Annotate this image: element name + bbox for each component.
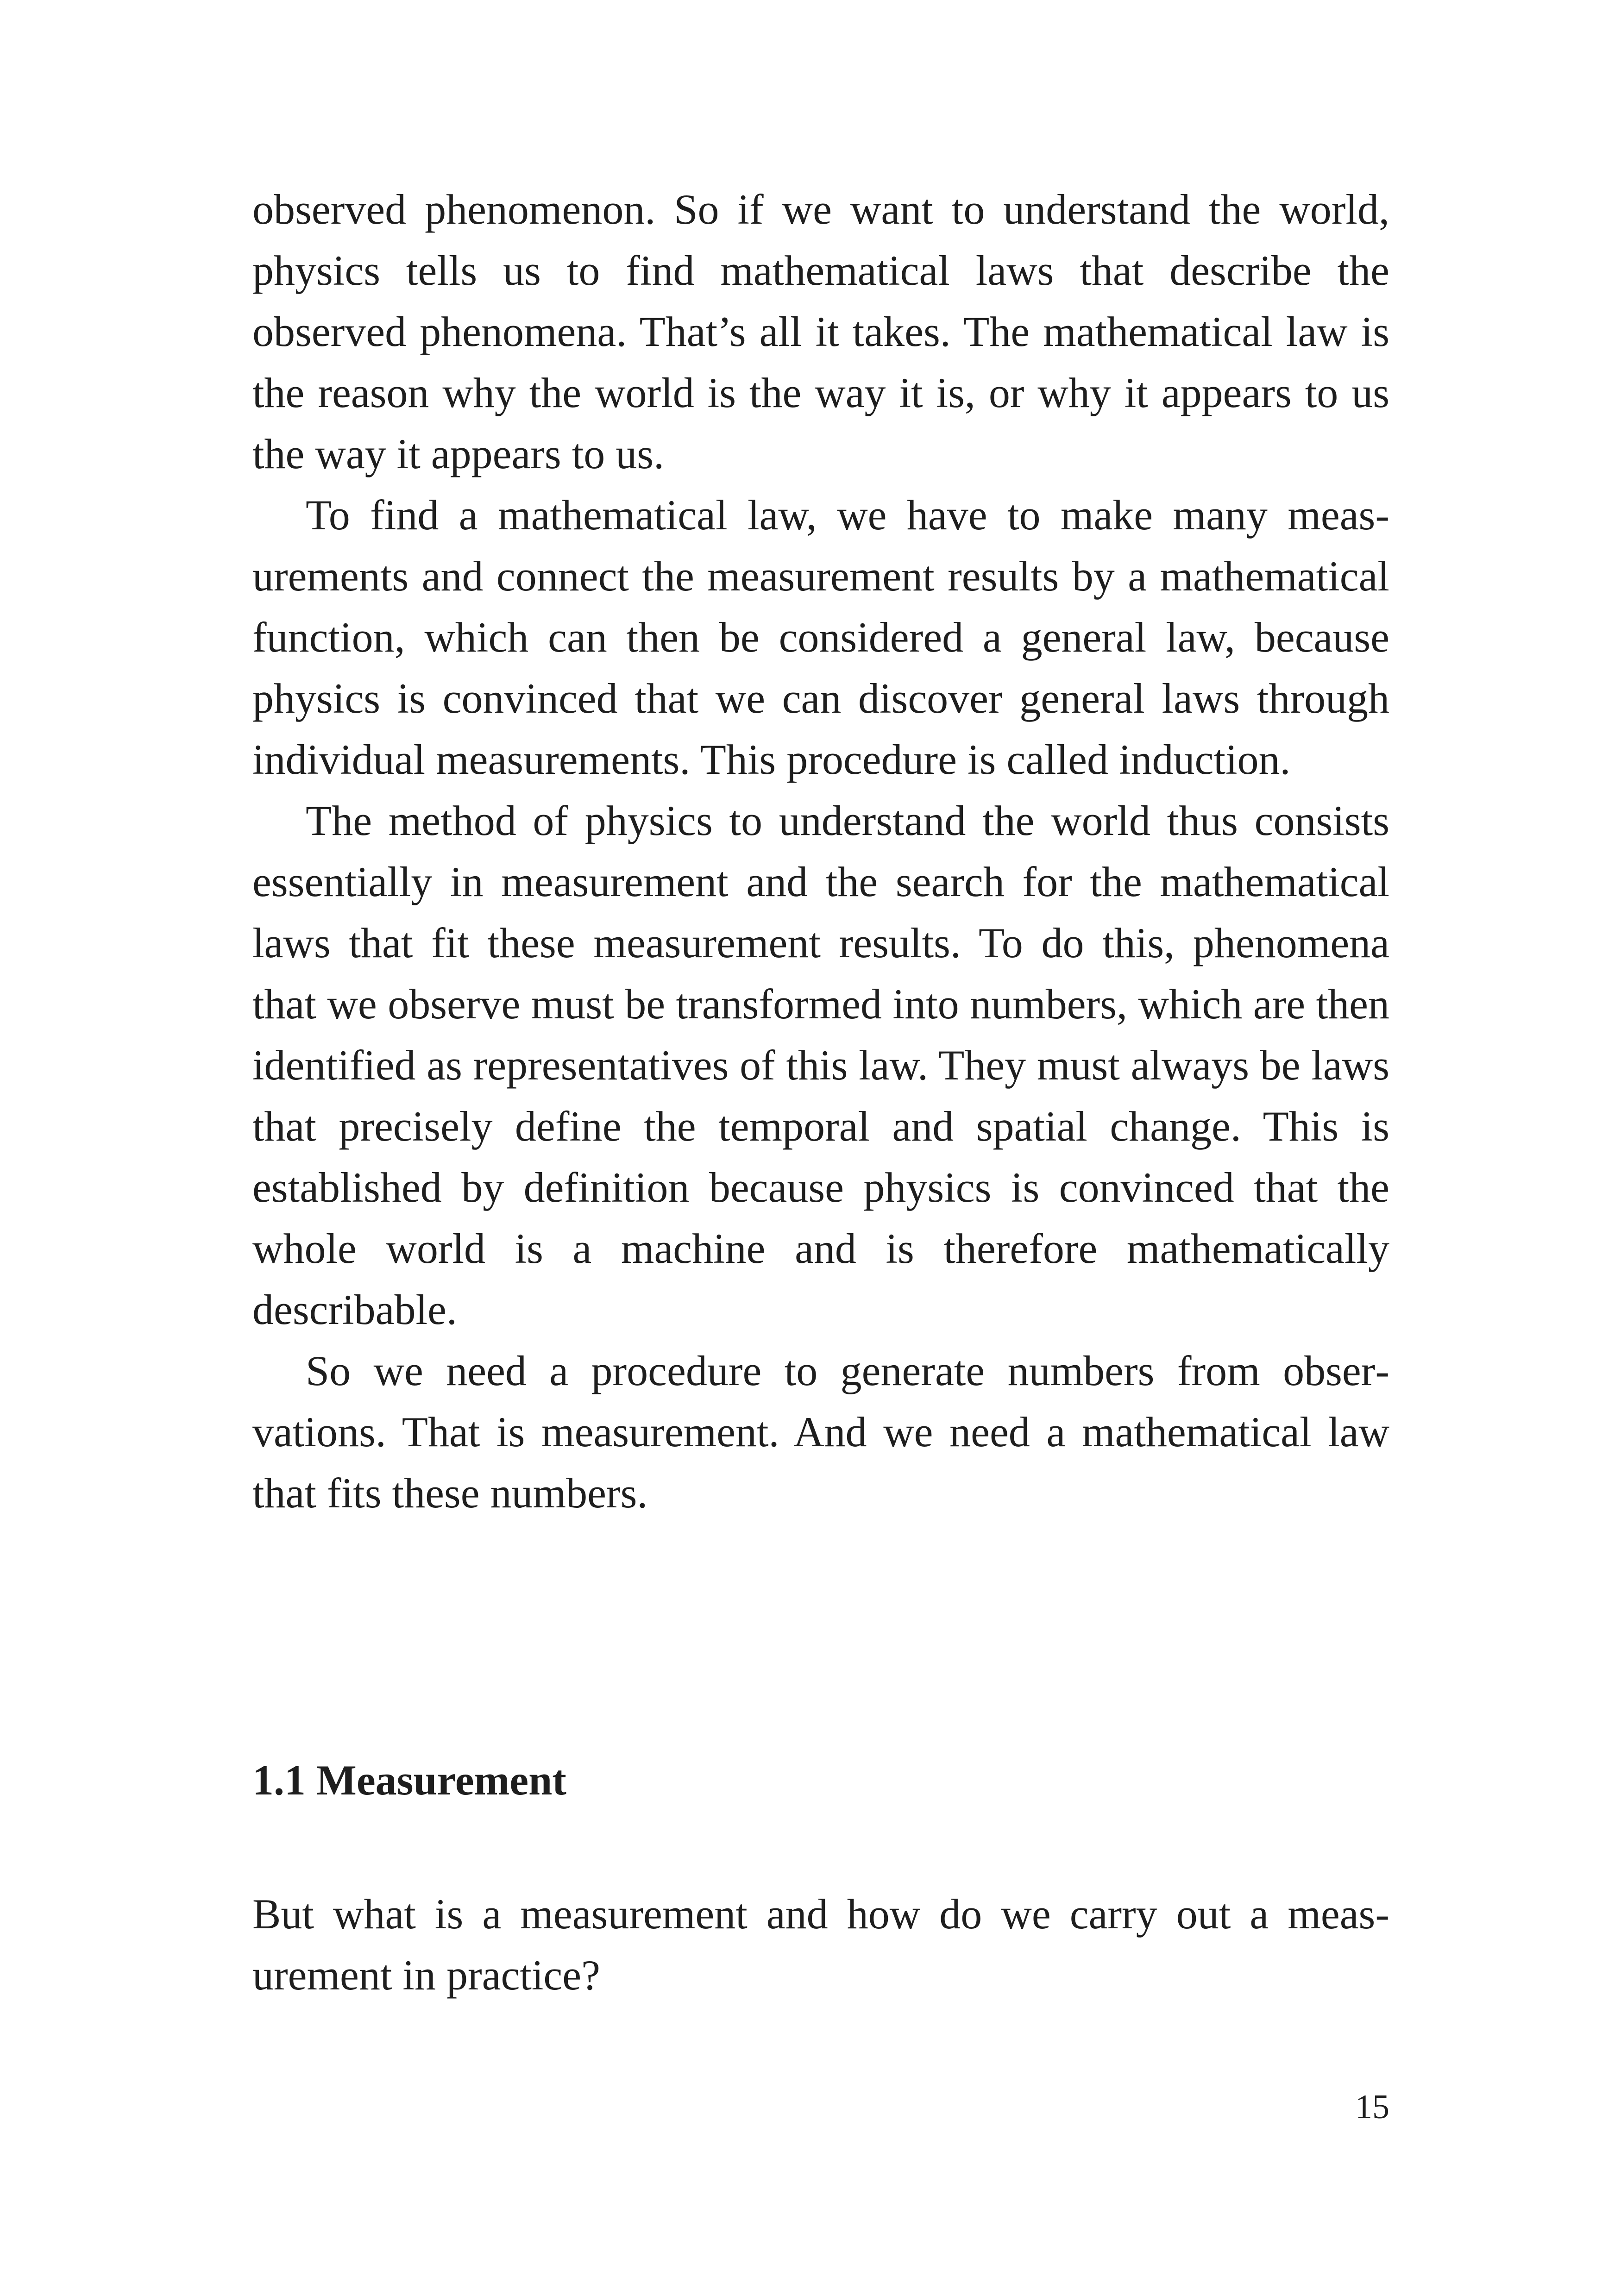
section-heading: 1.1 Measurement: [252, 1757, 566, 1804]
page-number: 15: [1355, 2088, 1389, 2126]
paragraph-1: observed phenomenon. So if we want to understand the world, physics tells us to find mathematical laws that describe the observed phenomena. That’s all it takes. The mathematical law is the reason why the world is the way it is, or why it appears to us the way it appears to us.: [252, 186, 1389, 477]
paragraph-3: The method of physics to understand the world thus consists essentially in measurement and the search for the mathematical laws that fit these measurement results. To do this, phenomena that we observe must be transformed into numbers, which are then identified as representatives of this law. They must always be laws that precisely define the temporal and spatial change. This is established by definition because physics is convinced that the whole world is a machine and is therefore mathematically describable.: [252, 797, 1389, 1333]
body-text-bottom: [252, 1883, 1389, 2006]
paragraph-4: So we need a procedure to generate numbers from observations. That is measurement. And we need a mathematical law that fits these numbers.: [252, 1347, 1389, 1517]
body-text-top: [252, 179, 1389, 1524]
paragraph-5: But what is a measurement and how do we carry out a measurement in practice?: [252, 1890, 1389, 1999]
paragraph-2: To find a mathematical law, we have to make many measurements and connect the measurement results by a mathematical function, which can then be considered a general law, because physics is convinced that we can discover general laws through individual measurements. This procedure is called induction.: [252, 491, 1389, 783]
